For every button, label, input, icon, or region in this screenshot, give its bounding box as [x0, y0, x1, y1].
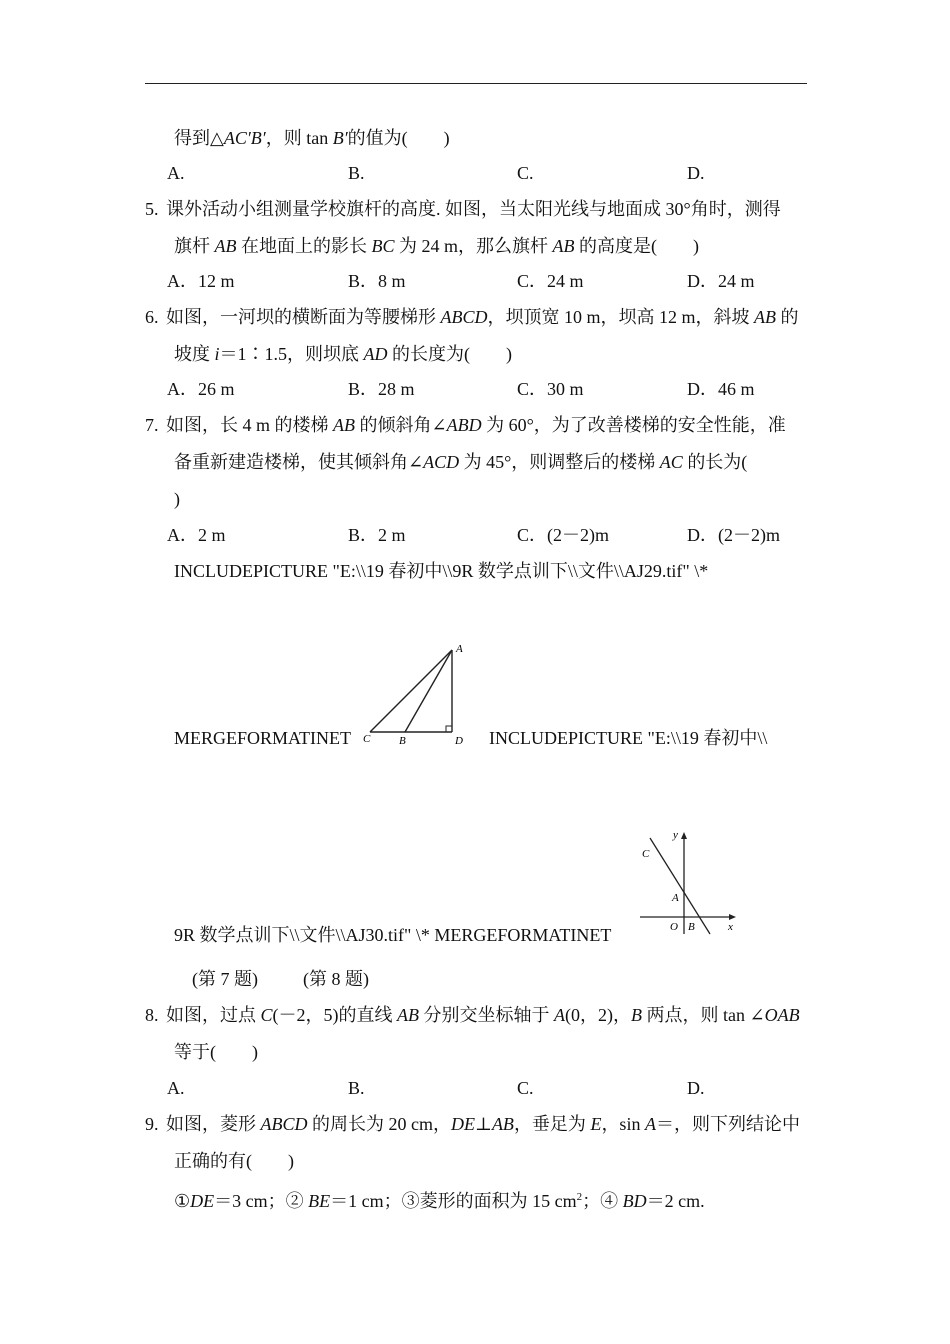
text: 如图，菱形: [166, 1114, 261, 1134]
q7-option-c: C．(2－2)m: [517, 525, 609, 545]
text: ＝，则下列结论中: [655, 1114, 800, 1134]
right-angle-mark: [446, 726, 452, 732]
var: BD: [622, 1191, 647, 1211]
text: ，垂足为: [513, 1114, 591, 1134]
q5-option-c: C．24 m: [517, 271, 584, 291]
text: 的长为(: [682, 452, 748, 472]
q7-option-a: A．2 m: [167, 525, 226, 545]
var: AB: [397, 1005, 420, 1025]
label-y: y: [673, 829, 678, 841]
q6-option-b: B．28 m: [348, 379, 415, 399]
var: AD: [363, 344, 388, 364]
var: AC: [659, 452, 683, 472]
q8-number: 8.: [145, 1005, 159, 1025]
var: AB: [754, 307, 777, 327]
text: 如图，长 4 m 的楼梯: [166, 415, 334, 435]
caption-q7: (第 7 题): [192, 969, 258, 989]
q5-line-1: 课外活动小组测量学校旗杆的高度. 如图，当太阳光线与地面成 30°角时，测得: [166, 199, 781, 219]
text: ，坝顶宽 10 m，坝高 12 m，斜坡: [487, 307, 755, 327]
text: 的: [776, 307, 799, 327]
label-b: B: [688, 921, 695, 933]
var: ABCD: [260, 1114, 308, 1134]
var: B′: [332, 128, 348, 148]
label-d: D: [455, 735, 463, 747]
text: 的周长为 20 cm，: [307, 1114, 451, 1134]
label-a: A: [456, 643, 463, 655]
header-rule: [145, 83, 807, 84]
var: DE: [190, 1191, 215, 1211]
var: C: [260, 1005, 273, 1025]
text: 旗杆: [174, 236, 215, 256]
q8-option-c: C.: [517, 1078, 534, 1098]
field-code-1: INCLUDEPICTURE "E:\\19 春初中\\9R 数学点训下\\文件\\AJ29.tif" \*: [174, 561, 709, 581]
q5-option-d: D．24 m: [687, 271, 755, 291]
q8-option-b: B.: [348, 1078, 365, 1098]
text: ＝3 cm；②: [214, 1191, 309, 1211]
text: ＝2 cm.: [646, 1191, 705, 1211]
var: A: [554, 1005, 566, 1025]
field-code-3: INCLUDEPICTURE "E:\\19 春初中\\: [489, 728, 768, 748]
text: ，则 tan: [265, 128, 333, 148]
text: ①: [174, 1191, 191, 1211]
text: 的倾斜角∠: [355, 415, 447, 435]
superscript: 2: [576, 1191, 583, 1203]
field-code-2: MERGEFORMATINET: [174, 728, 352, 748]
y-axis-arrow: [681, 832, 687, 839]
q9-line-3: [174, 1186, 705, 1212]
label-c: C: [363, 733, 371, 745]
label-o: O: [670, 921, 678, 933]
q6-option-d: D．46 m: [687, 379, 755, 399]
q4-option-a: A.: [167, 163, 185, 183]
q4-option-d: D.: [687, 163, 705, 183]
q5-option-b: B．8 m: [348, 271, 406, 291]
text: 的长度为( ): [387, 344, 513, 364]
var: E: [590, 1114, 602, 1134]
q8-line-1: [166, 1004, 800, 1026]
q7-line-3: ): [174, 489, 180, 509]
field-code-4: 9R 数学点训下\\文件\\AJ30.tif" \* MERGEFORMATINET: [174, 925, 612, 945]
var: AC′B′: [223, 128, 266, 148]
text: (0，2)，: [565, 1005, 632, 1025]
q8-line-2: 等于( ): [174, 1042, 258, 1062]
text: ＝1 cm；③菱形的面积为 15 cm: [330, 1191, 577, 1211]
q7-option-d: D．(2－2)m: [687, 525, 780, 545]
text: (－2，5)的直线: [272, 1005, 398, 1025]
text: 为 45°，则调整后的楼梯: [459, 452, 660, 472]
q9-line-2: 正确的有( ): [174, 1151, 294, 1171]
var: B: [631, 1005, 643, 1025]
line-ab: [405, 650, 452, 732]
label-b: B: [399, 735, 406, 747]
q7-line-2: [174, 451, 747, 473]
var: i: [214, 344, 220, 364]
var: OAB: [764, 1005, 800, 1025]
figure-q7-triangle: [360, 640, 470, 750]
label-c: C: [642, 848, 650, 860]
var: AB: [214, 236, 237, 256]
q7-option-b: B．2 m: [348, 525, 406, 545]
q6-line-2: [174, 343, 512, 365]
q5-number: 5.: [145, 199, 159, 219]
text: 的值为( ): [347, 128, 450, 148]
var: A: [644, 1114, 656, 1134]
line-ab: [650, 838, 710, 934]
label-x: x: [728, 921, 733, 933]
var: BC: [371, 236, 395, 256]
var: ACD: [423, 452, 460, 472]
caption-q8: (第 8 题): [303, 969, 369, 989]
q5-option-a: A．12 m: [167, 271, 235, 291]
q4-continuation: [174, 127, 450, 149]
text: 两点，则 tan ∠: [642, 1005, 765, 1025]
text: 得到△: [174, 128, 224, 148]
var: ABCD: [440, 307, 488, 327]
label-a: A: [672, 892, 679, 904]
text: 在地面上的影长: [236, 236, 372, 256]
var: AB: [333, 415, 356, 435]
line-ac: [370, 650, 452, 732]
figure-q8-axes: [636, 826, 746, 938]
q6-line-1: [166, 306, 799, 328]
text: 备重新建造楼梯，使其倾斜角∠: [174, 452, 424, 472]
q9-number: 9.: [145, 1114, 159, 1134]
var: BE: [308, 1191, 331, 1211]
q6-option-a: A．26 m: [167, 379, 235, 399]
var: AB: [491, 1114, 514, 1134]
text: 为 24 m，那么旗杆: [394, 236, 553, 256]
q8-option-a: A.: [167, 1078, 185, 1098]
text: 如图，一河坝的横断面为等腰梯形: [166, 307, 441, 327]
x-axis-arrow: [729, 914, 736, 920]
q4-option-b: B.: [348, 163, 365, 183]
text: 坡度: [174, 344, 215, 364]
var: ABD: [446, 415, 482, 435]
text: 为 60°，为了改善楼梯的安全性能，准: [481, 415, 786, 435]
q6-number: 6.: [145, 307, 159, 327]
text: 如图，过点: [166, 1005, 261, 1025]
text: ⊥: [475, 1114, 492, 1134]
var: DE: [451, 1114, 475, 1134]
var: AB: [552, 236, 575, 256]
text: ＝1∶1.5，则坝底: [219, 344, 364, 364]
q5-line-2: [174, 235, 699, 257]
q7-line-1: [166, 414, 786, 436]
q4-option-c: C.: [517, 163, 534, 183]
q7-number: 7.: [145, 415, 159, 435]
q8-option-d: D.: [687, 1078, 705, 1098]
text: ；④: [582, 1191, 623, 1211]
text: 分别交坐标轴于: [419, 1005, 555, 1025]
text: ，sin: [601, 1114, 645, 1134]
q6-option-c: C．30 m: [517, 379, 584, 399]
text: 的高度是( ): [574, 236, 700, 256]
q9-line-1: [166, 1113, 800, 1135]
